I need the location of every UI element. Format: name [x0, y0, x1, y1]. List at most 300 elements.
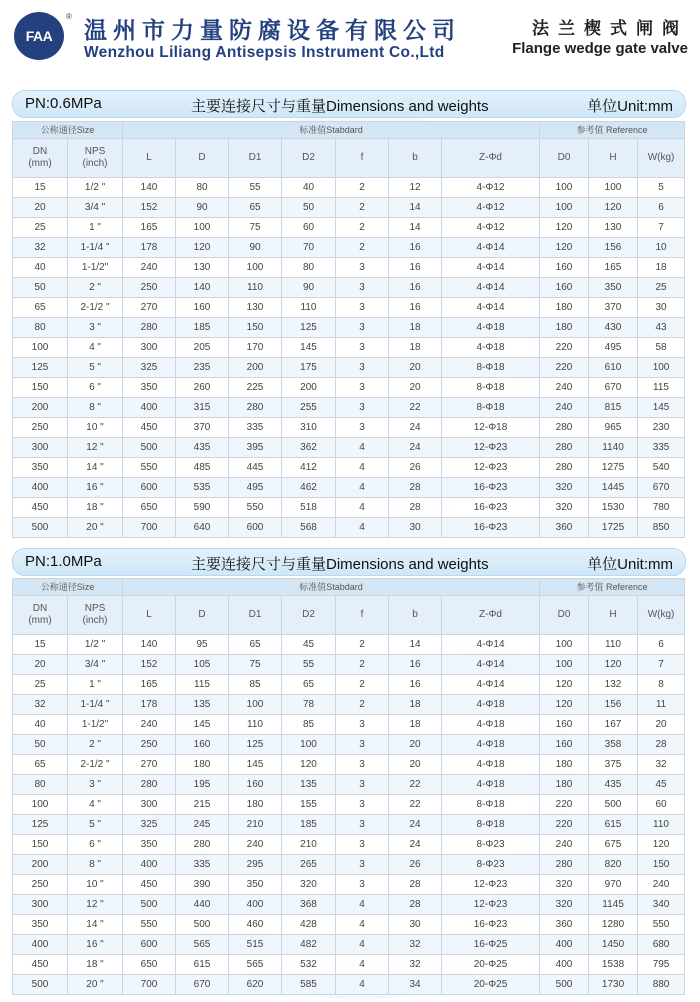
cell-b: 26: [389, 458, 442, 478]
cell-d: 565: [176, 935, 229, 955]
cell-d2: 80: [282, 258, 336, 278]
header-f: f: [336, 596, 389, 635]
spec-table: [12, 121, 685, 538]
cell-d: 100: [176, 218, 229, 238]
cell-d: 260: [176, 378, 229, 398]
cell-w: 6: [638, 635, 685, 655]
cell-d0: 400: [540, 935, 589, 955]
table-row: [13, 635, 685, 655]
cell-z: 4-Φ18: [442, 318, 540, 338]
cell-d1: 150: [229, 318, 282, 338]
cell-f: 3: [336, 795, 389, 815]
cell-d: 185: [176, 318, 229, 338]
cell-nps: 4 ": [68, 338, 123, 358]
cell-w: 60: [638, 795, 685, 815]
cell-dn: 100: [13, 795, 68, 815]
cell-z: 20-Φ25: [442, 975, 540, 995]
cell-f: 4: [336, 518, 389, 538]
cell-z: 8-Φ18: [442, 815, 540, 835]
cell-nps: 12 ": [68, 895, 123, 915]
cell-nps: 5 ": [68, 815, 123, 835]
cell-dn: 50: [13, 278, 68, 298]
cell-w: 150: [638, 855, 685, 875]
header-z: Z-Φd: [442, 139, 540, 178]
cell-f: 4: [336, 498, 389, 518]
header-h: H: [589, 139, 638, 178]
cell-h: 495: [589, 338, 638, 358]
cell-nps: 2-1/2 ": [68, 755, 123, 775]
cell-dn: 25: [13, 218, 68, 238]
cell-h: 610: [589, 358, 638, 378]
registered-mark: ®: [66, 12, 72, 21]
cell-nps: 12 ": [68, 438, 123, 458]
cell-h: 615: [589, 815, 638, 835]
cell-w: 670: [638, 478, 685, 498]
cell-d2: 175: [282, 358, 336, 378]
cell-d1: 240: [229, 835, 282, 855]
cell-z: 4-Φ14: [442, 258, 540, 278]
header-size-group: 公称通径Size: [13, 579, 123, 596]
cell-d: 615: [176, 955, 229, 975]
cell-b: 28: [389, 895, 442, 915]
cell-h: 1538: [589, 955, 638, 975]
cell-h: 110: [589, 635, 638, 655]
cell-d: 120: [176, 238, 229, 258]
cell-d0: 240: [540, 835, 589, 855]
cell-d1: 350: [229, 875, 282, 895]
table-row: [13, 518, 685, 538]
table-row: [13, 358, 685, 378]
cell-d2: 65: [282, 675, 336, 695]
cell-d2: 78: [282, 695, 336, 715]
cell-d0: 180: [540, 298, 589, 318]
cell-b: 20: [389, 755, 442, 775]
cell-nps: 6 ": [68, 378, 123, 398]
cell-f: 3: [336, 258, 389, 278]
unit-label: 单位Unit:mm: [587, 98, 673, 115]
cell-dn: 400: [13, 935, 68, 955]
cell-h: 156: [589, 238, 638, 258]
cell-d0: 360: [540, 915, 589, 935]
cell-d0: 180: [540, 775, 589, 795]
cell-d1: 445: [229, 458, 282, 478]
cell-d2: 70: [282, 238, 336, 258]
cell-d: 335: [176, 855, 229, 875]
pressure-rating: PN:1.0MPa: [25, 553, 102, 570]
cell-d: 95: [176, 635, 229, 655]
cell-d0: 220: [540, 815, 589, 835]
cell-d2: 185: [282, 815, 336, 835]
cell-d1: 515: [229, 935, 282, 955]
cell-d: 670: [176, 975, 229, 995]
cell-dn: 150: [13, 835, 68, 855]
cell-dn: 20: [13, 655, 68, 675]
cell-d1: 160: [229, 775, 282, 795]
cell-d2: 585: [282, 975, 336, 995]
cell-f: 3: [336, 378, 389, 398]
cell-w: 145: [638, 398, 685, 418]
cell-d: 640: [176, 518, 229, 538]
cell-b: 32: [389, 935, 442, 955]
cell-d2: 428: [282, 915, 336, 935]
cell-d2: 90: [282, 278, 336, 298]
cell-dn: 450: [13, 955, 68, 975]
cell-d: 315: [176, 398, 229, 418]
cell-h: 130: [589, 218, 638, 238]
cell-dn: 65: [13, 755, 68, 775]
cell-h: 1530: [589, 498, 638, 518]
cell-d0: 360: [540, 518, 589, 538]
cell-d1: 55: [229, 178, 282, 198]
cell-z: 8-Φ18: [442, 358, 540, 378]
cell-d1: 110: [229, 278, 282, 298]
cell-w: 120: [638, 835, 685, 855]
cell-w: 7: [638, 218, 685, 238]
cell-dn: 250: [13, 418, 68, 438]
cell-nps: 8 ": [68, 398, 123, 418]
cell-d2: 265: [282, 855, 336, 875]
table-row: [13, 198, 685, 218]
cell-dn: 15: [13, 178, 68, 198]
cell-z: 4-Φ14: [442, 238, 540, 258]
cell-d1: 110: [229, 715, 282, 735]
cell-d0: 320: [540, 895, 589, 915]
cell-h: 358: [589, 735, 638, 755]
table-row: [13, 278, 685, 298]
cell-d1: 90: [229, 238, 282, 258]
cell-f: 4: [336, 955, 389, 975]
cell-b: 18: [389, 318, 442, 338]
cell-d: 145: [176, 715, 229, 735]
spec-table: [12, 578, 685, 995]
cell-h: 156: [589, 695, 638, 715]
cell-b: 32: [389, 955, 442, 975]
header-b: b: [389, 596, 442, 635]
cell-d0: 100: [540, 655, 589, 675]
cell-dn: 125: [13, 358, 68, 378]
table-row: [13, 378, 685, 398]
table-row: [13, 975, 685, 995]
cell-b: 14: [389, 218, 442, 238]
cell-f: 2: [336, 635, 389, 655]
cell-z: 16-Φ23: [442, 478, 540, 498]
cell-l: 600: [123, 935, 176, 955]
table-row: [13, 498, 685, 518]
cell-d2: 482: [282, 935, 336, 955]
cell-dn: 300: [13, 895, 68, 915]
cell-d2: 40: [282, 178, 336, 198]
cell-h: 670: [589, 378, 638, 398]
cell-dn: 250: [13, 875, 68, 895]
cell-w: 540: [638, 458, 685, 478]
cell-l: 165: [123, 675, 176, 695]
cell-dn: 150: [13, 378, 68, 398]
logo-text: FAA: [25, 28, 53, 44]
cell-d1: 75: [229, 218, 282, 238]
cell-w: 25: [638, 278, 685, 298]
cell-l: 350: [123, 835, 176, 855]
cell-f: 4: [336, 975, 389, 995]
cell-b: 24: [389, 438, 442, 458]
cell-d: 535: [176, 478, 229, 498]
cell-d: 500: [176, 915, 229, 935]
cell-f: 3: [336, 338, 389, 358]
header-w: W(kg): [638, 596, 685, 635]
cell-b: 20: [389, 735, 442, 755]
cell-d2: 125: [282, 318, 336, 338]
cell-f: 2: [336, 655, 389, 675]
cell-f: 4: [336, 458, 389, 478]
cell-f: 4: [336, 935, 389, 955]
cell-d1: 565: [229, 955, 282, 975]
cell-dn: 80: [13, 318, 68, 338]
cell-d0: 160: [540, 735, 589, 755]
cell-d2: 532: [282, 955, 336, 975]
cell-nps: 2-1/2 ": [68, 298, 123, 318]
cell-nps: 1 ": [68, 218, 123, 238]
cell-f: 3: [336, 875, 389, 895]
header-d0: D0: [540, 139, 589, 178]
cell-w: 30: [638, 298, 685, 318]
cell-f: 2: [336, 695, 389, 715]
cell-d: 80: [176, 178, 229, 198]
cell-dn: 350: [13, 915, 68, 935]
section-title: 主要连接尺寸与重量Dimensions and weights: [191, 556, 489, 573]
cell-d1: 210: [229, 815, 282, 835]
cell-b: 14: [389, 635, 442, 655]
table-row: [13, 875, 685, 895]
cell-w: 240: [638, 875, 685, 895]
cell-f: 3: [336, 278, 389, 298]
cell-d1: 100: [229, 258, 282, 278]
cell-z: 16-Φ23: [442, 498, 540, 518]
cell-nps: 1-1/2": [68, 715, 123, 735]
cell-z: 12-Φ23: [442, 438, 540, 458]
cell-d: 590: [176, 498, 229, 518]
header-h: H: [589, 596, 638, 635]
cell-z: 4-Φ12: [442, 218, 540, 238]
cell-nps: 1/2 ": [68, 178, 123, 198]
cell-dn: 40: [13, 715, 68, 735]
cell-dn: 32: [13, 695, 68, 715]
cell-d0: 120: [540, 675, 589, 695]
cell-d0: 280: [540, 418, 589, 438]
cell-f: 4: [336, 895, 389, 915]
cell-f: 3: [336, 755, 389, 775]
cell-d0: 400: [540, 955, 589, 975]
cell-d1: 550: [229, 498, 282, 518]
company-name-en: Wenzhou Liliang Antisepsis Instrument Co.,Ltd: [84, 44, 445, 61]
table-row: [13, 458, 685, 478]
cell-w: 340: [638, 895, 685, 915]
cell-z: 16-Φ23: [442, 915, 540, 935]
cell-f: 3: [336, 855, 389, 875]
cell-d0: 280: [540, 458, 589, 478]
cell-f: 3: [336, 418, 389, 438]
cell-d: 140: [176, 278, 229, 298]
cell-l: 250: [123, 278, 176, 298]
cell-d1: 400: [229, 895, 282, 915]
cell-nps: 3/4 ": [68, 198, 123, 218]
cell-d: 235: [176, 358, 229, 378]
cell-d1: 145: [229, 755, 282, 775]
cell-dn: 20: [13, 198, 68, 218]
cell-d: 280: [176, 835, 229, 855]
cell-w: 8: [638, 675, 685, 695]
cell-z: 4-Φ18: [442, 755, 540, 775]
cell-d: 160: [176, 735, 229, 755]
cell-l: 550: [123, 915, 176, 935]
cell-h: 1280: [589, 915, 638, 935]
cell-d2: 60: [282, 218, 336, 238]
cell-h: 815: [589, 398, 638, 418]
cell-l: 450: [123, 875, 176, 895]
table-row: [13, 438, 685, 458]
cell-d: 180: [176, 755, 229, 775]
cell-z: 8-Φ18: [442, 398, 540, 418]
cell-d2: 55: [282, 655, 336, 675]
cell-d0: 220: [540, 795, 589, 815]
cell-d1: 280: [229, 398, 282, 418]
cell-dn: 450: [13, 498, 68, 518]
cell-d1: 295: [229, 855, 282, 875]
cell-b: 16: [389, 298, 442, 318]
cell-d0: 180: [540, 318, 589, 338]
header-dn: DN (mm): [13, 139, 68, 178]
cell-d0: 500: [540, 975, 589, 995]
cell-l: 700: [123, 518, 176, 538]
cell-nps: 20 ": [68, 975, 123, 995]
unit-label: 单位Unit:mm: [587, 556, 673, 573]
cell-nps: 8 ": [68, 855, 123, 875]
cell-d1: 65: [229, 198, 282, 218]
cell-nps: 3 ": [68, 318, 123, 338]
cell-z: 12-Φ23: [442, 895, 540, 915]
cell-w: 28: [638, 735, 685, 755]
cell-f: 2: [336, 178, 389, 198]
table-row: [13, 398, 685, 418]
cell-dn: 50: [13, 735, 68, 755]
cell-d2: 462: [282, 478, 336, 498]
header-d2: D2: [282, 596, 336, 635]
cell-d1: 180: [229, 795, 282, 815]
cell-d2: 50: [282, 198, 336, 218]
cell-w: 7: [638, 655, 685, 675]
cell-d2: 85: [282, 715, 336, 735]
cell-h: 350: [589, 278, 638, 298]
cell-d2: 518: [282, 498, 336, 518]
table-row: [13, 715, 685, 735]
cell-z: 4-Φ14: [442, 298, 540, 318]
header-d1: D1: [229, 139, 282, 178]
cell-l: 270: [123, 298, 176, 318]
cell-b: 16: [389, 258, 442, 278]
product-name-cn: 法兰楔式闸阀: [532, 19, 688, 39]
table-row: [13, 775, 685, 795]
cell-b: 18: [389, 338, 442, 358]
cell-l: 300: [123, 795, 176, 815]
cell-b: 20: [389, 378, 442, 398]
cell-h: 970: [589, 875, 638, 895]
cell-z: 8-Φ23: [442, 835, 540, 855]
cell-d2: 310: [282, 418, 336, 438]
cell-l: 240: [123, 258, 176, 278]
cell-d2: 368: [282, 895, 336, 915]
cell-l: 500: [123, 895, 176, 915]
cell-z: 4-Φ18: [442, 715, 540, 735]
cell-nps: 2 ": [68, 278, 123, 298]
cell-d1: 620: [229, 975, 282, 995]
cell-z: 12-Φ23: [442, 458, 540, 478]
cell-f: 3: [336, 775, 389, 795]
cell-d0: 120: [540, 695, 589, 715]
table-row: [13, 855, 685, 875]
table-row: [13, 178, 685, 198]
cell-d: 390: [176, 875, 229, 895]
cell-w: 10: [638, 238, 685, 258]
cell-d0: 220: [540, 338, 589, 358]
cell-d2: 120: [282, 755, 336, 775]
cell-b: 30: [389, 518, 442, 538]
cell-d0: 320: [540, 478, 589, 498]
cell-d1: 200: [229, 358, 282, 378]
cell-f: 4: [336, 915, 389, 935]
table-row: [13, 815, 685, 835]
table-row: [13, 755, 685, 775]
cell-z: 4-Φ12: [442, 198, 540, 218]
cell-nps: 1-1/4 ": [68, 238, 123, 258]
table-row: [13, 298, 685, 318]
cell-b: 22: [389, 795, 442, 815]
header-standard-group: 标准值Stabdard: [123, 579, 540, 596]
cell-nps: 2 ": [68, 735, 123, 755]
product-name-en: Flange wedge gate valve: [512, 40, 688, 57]
cell-b: 12: [389, 178, 442, 198]
cell-nps: 1 ": [68, 675, 123, 695]
cell-f: 3: [336, 735, 389, 755]
cell-l: 178: [123, 695, 176, 715]
cell-z: 8-Φ23: [442, 855, 540, 875]
cell-d1: 65: [229, 635, 282, 655]
cell-nps: 1/2 ": [68, 635, 123, 655]
table-row: [13, 695, 685, 715]
cell-nps: 16 ": [68, 478, 123, 498]
cell-l: 300: [123, 338, 176, 358]
cell-b: 24: [389, 835, 442, 855]
cell-d1: 130: [229, 298, 282, 318]
cell-w: 45: [638, 775, 685, 795]
cell-h: 132: [589, 675, 638, 695]
cell-h: 120: [589, 198, 638, 218]
cell-l: 550: [123, 458, 176, 478]
cell-d: 485: [176, 458, 229, 478]
cell-f: 2: [336, 238, 389, 258]
cell-h: 167: [589, 715, 638, 735]
header-dn: DN (mm): [13, 596, 68, 635]
cell-f: 4: [336, 478, 389, 498]
cell-z: 8-Φ18: [442, 795, 540, 815]
page-header: [0, 0, 700, 70]
cell-z: 8-Φ18: [442, 378, 540, 398]
cell-l: 650: [123, 955, 176, 975]
cell-d1: 460: [229, 915, 282, 935]
cell-l: 165: [123, 218, 176, 238]
cell-w: 680: [638, 935, 685, 955]
table-row: [13, 218, 685, 238]
cell-d2: 320: [282, 875, 336, 895]
cell-nps: 4 ": [68, 795, 123, 815]
header-d1: D1: [229, 596, 282, 635]
